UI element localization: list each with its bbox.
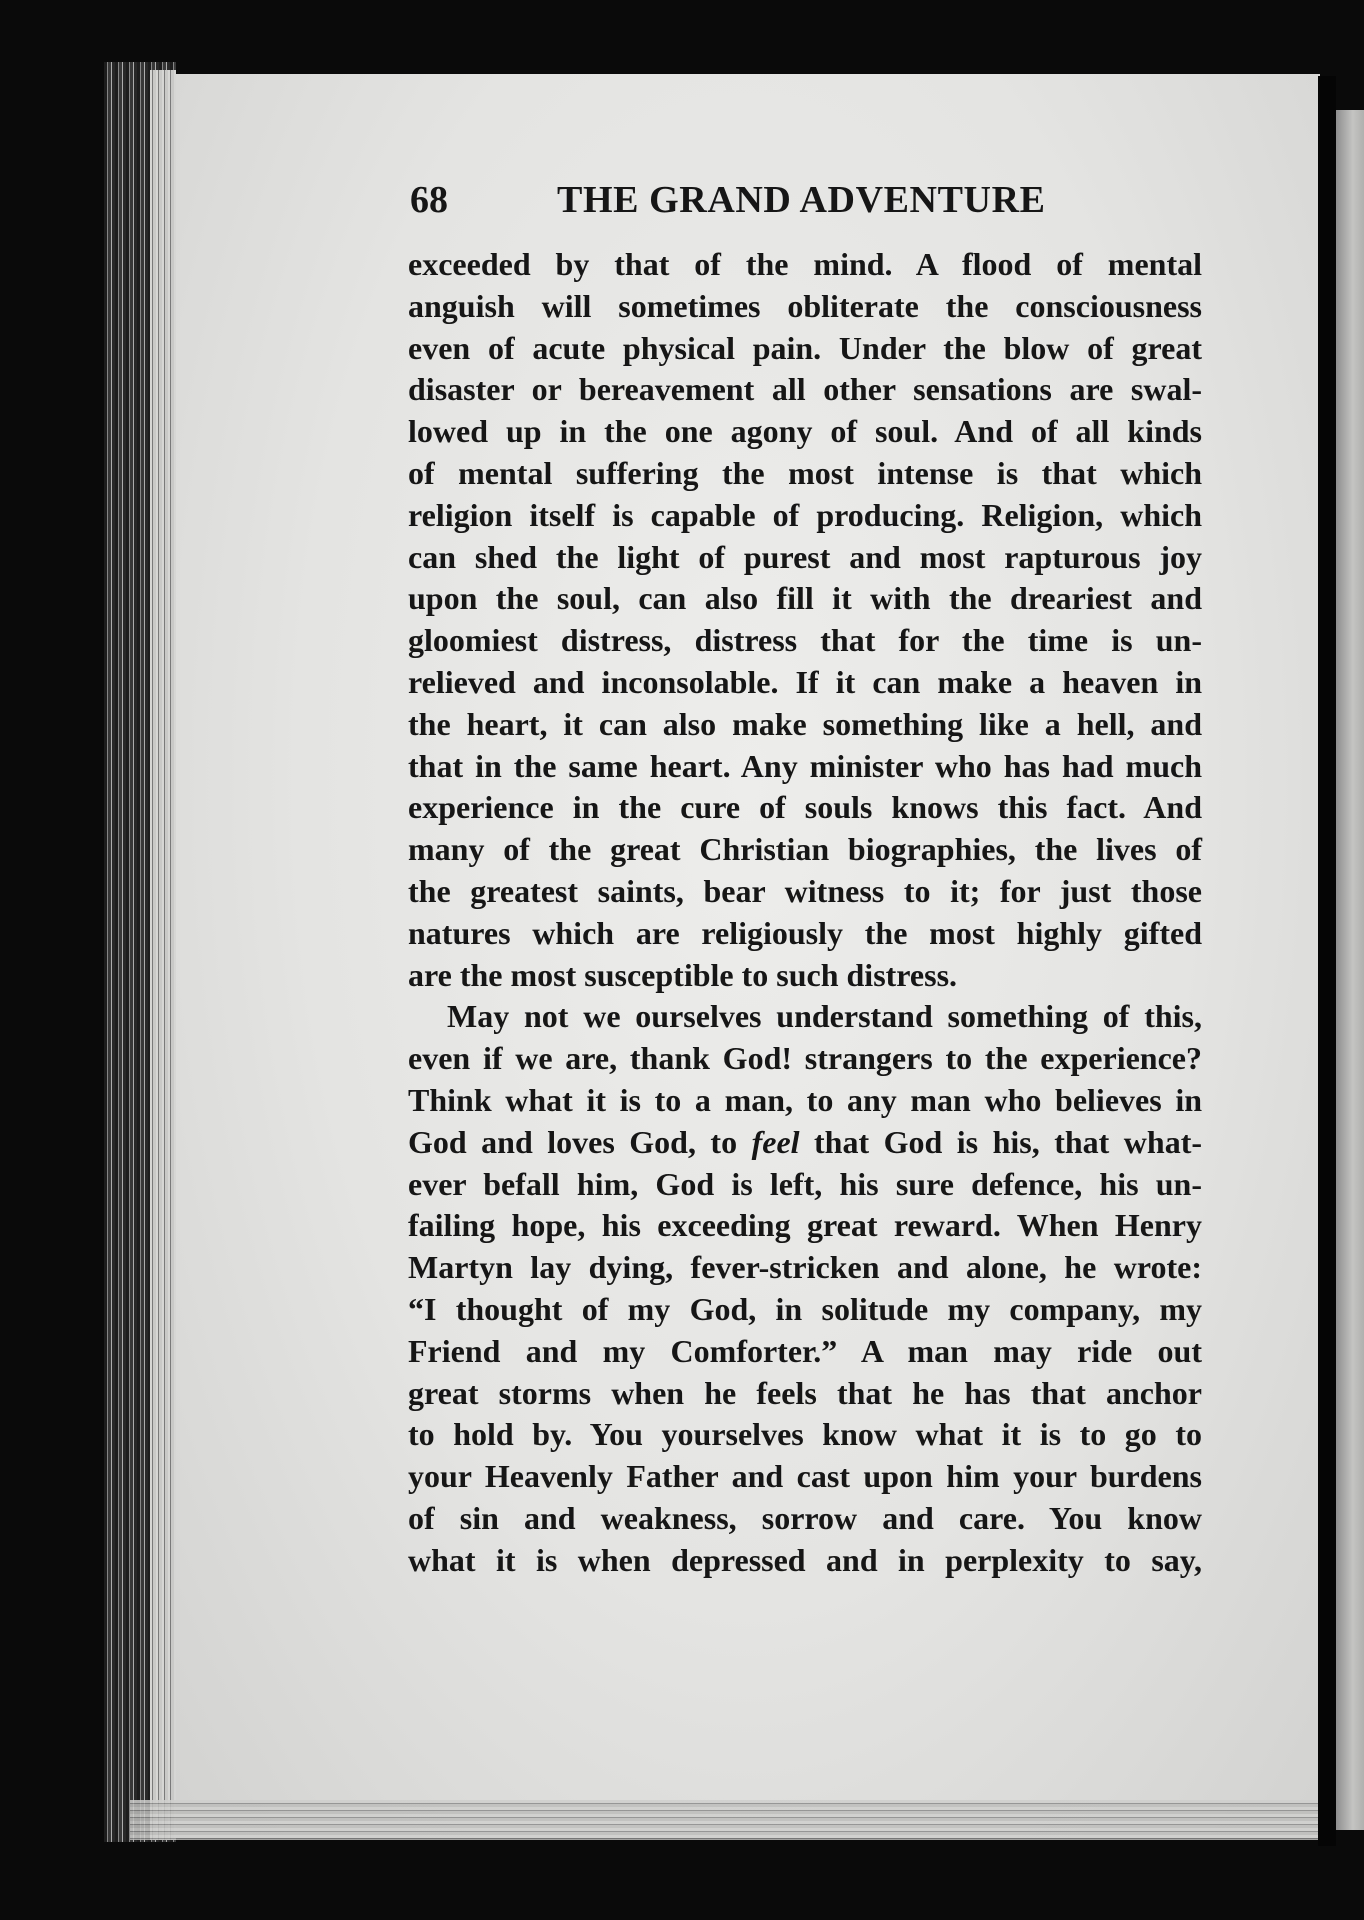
text-line: religion itself is capable of producing. Religion, which (408, 496, 1202, 533)
text-line (408, 1122, 1202, 1164)
paragraph (408, 244, 1202, 996)
text-line: gloomiest distress, distress that for the time is un- (408, 622, 1202, 659)
text-line: exceeded by that of the mind. A flood of mental (408, 246, 1202, 282)
text-line: May not we ourselves understand something of this, (447, 998, 1202, 1035)
text-line: experience in the cure of souls knows this fact. And (408, 789, 1202, 826)
page-number: 68 (410, 179, 448, 221)
text-line: the greatest saints, bear witness to it; for just those (408, 872, 1202, 909)
text-line: of mental suffering the most intense is that which (408, 454, 1202, 491)
text-line: Friend and my Comforter.” A man may ride out (408, 1332, 1202, 1369)
binding-shadow (1318, 76, 1336, 1846)
text-line: natures which are religiously the most highly gifted (408, 914, 1202, 951)
text-line: anguish will sometimes obliterate the consciousness (408, 287, 1202, 324)
text-line: are the most susceptible to such distress. (408, 956, 958, 993)
adjacent-page-edge (1336, 110, 1364, 1830)
text-line: lowed up in the one agony of soul. And of all kinds (408, 413, 1202, 450)
text-line: many of the great Christian biographies, the lives of (408, 831, 1202, 868)
text-line: Martyn lay dying, fever-stricken and alone, he wrote: (408, 1249, 1202, 1286)
text-line: relieved and inconsolable. If it can make a heaven in (408, 663, 1202, 700)
text-segment: that God is his, that what- (799, 1123, 1203, 1160)
paragraph (408, 996, 1202, 1581)
page-stack-bottom-edge (130, 1800, 1320, 1840)
text-line: what it is when depressed and in perplexity to say, (408, 1541, 1202, 1578)
text-line: Think what it is to a man, to any man who believes in (408, 1081, 1202, 1118)
text-line: failing hope, his exceeding great reward. When Henry (408, 1207, 1202, 1244)
page-fore-edges (150, 70, 176, 1840)
text-line: that in the same heart. Any minister who has had much (408, 747, 1202, 784)
page-header (408, 176, 1202, 224)
page-body (408, 244, 1202, 1582)
italic-word: feel (751, 1123, 800, 1160)
text-line: disaster or bereavement all other sensations are swal- (408, 371, 1202, 408)
text-line: “I thought of my God, in solitude my company, my (408, 1290, 1202, 1327)
text-line: even if we are, thank God! strangers to the experience? (408, 1040, 1202, 1077)
text-line: your Heavenly Father and cast upon him your burdens (408, 1458, 1202, 1495)
text-line: upon the soul, can also fill it with the dreariest and (408, 580, 1202, 617)
text-line: great storms when he feels that he has that anchor (408, 1374, 1202, 1411)
text-line: to hold by. You yourselves know what it is to go to (408, 1416, 1202, 1453)
text-line: even of acute physical pain. Under the blow of great (408, 329, 1202, 366)
text-line: of sin and weakness, sorrow and care. You know (408, 1499, 1202, 1536)
text-line: ever befall him, God is left, his sure defence, his un- (408, 1165, 1202, 1202)
text-segment: God and loves God, to (408, 1123, 752, 1160)
text-line: can shed the light of purest and most rapturous joy (408, 538, 1202, 575)
text-line: the heart, it can also make something like a hell, and (408, 705, 1202, 742)
running-head: THE GRAND ADVENTURE (557, 179, 1046, 221)
